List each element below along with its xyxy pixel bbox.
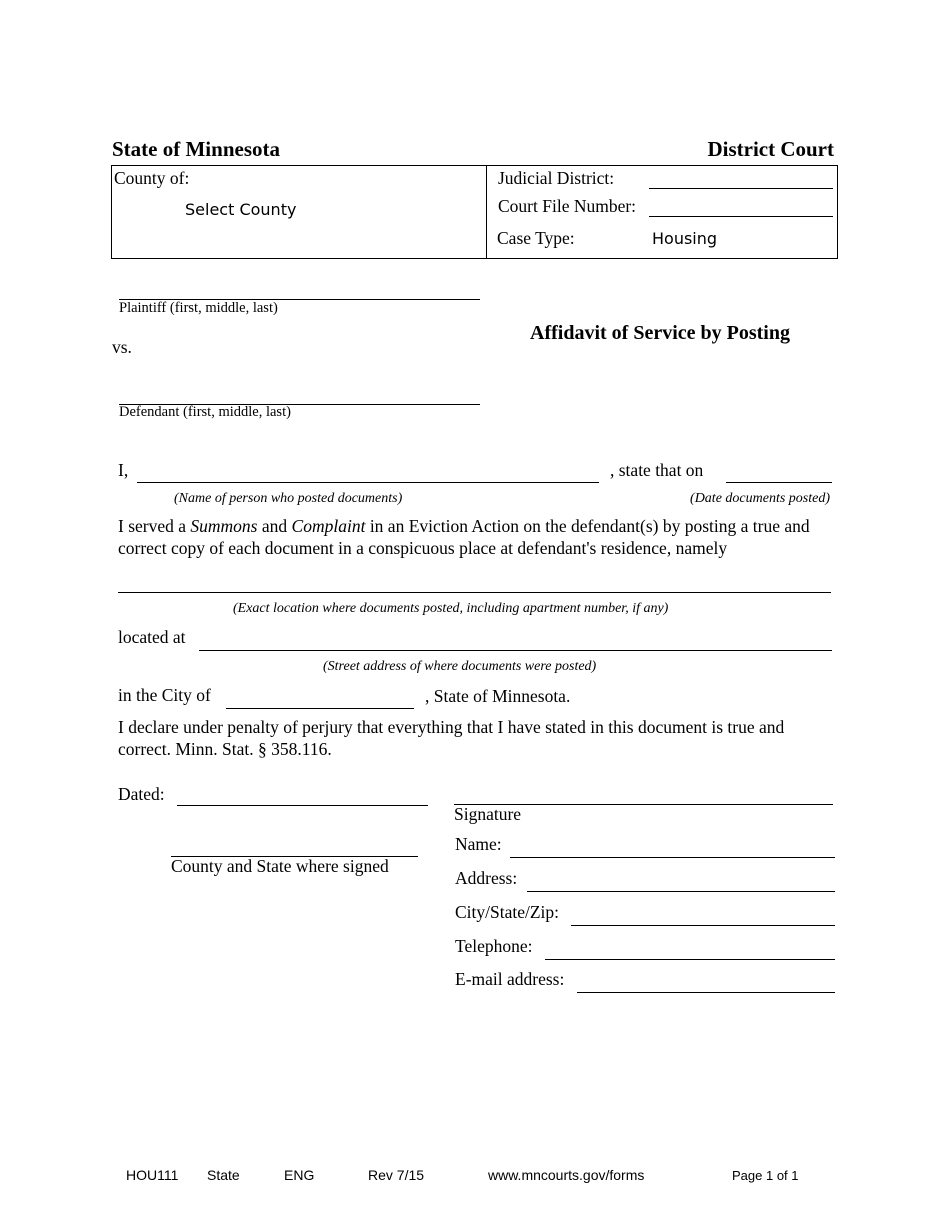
footer-form-id: HOU111 [126, 1167, 179, 1183]
summons-text: Summons [190, 516, 258, 536]
court-file-number-label: Court File Number: [498, 196, 637, 216]
email-field[interactable] [577, 992, 835, 993]
page-prefix: Page [732, 1168, 766, 1183]
page-of: of [773, 1168, 792, 1183]
case-type-value[interactable]: Housing [652, 229, 718, 248]
state-that-on-text: , state that on [610, 460, 704, 480]
county-label: County of: [114, 168, 190, 188]
name-caption: (Name of person who posted documents) [174, 491, 403, 506]
exact-location-field[interactable] [118, 592, 831, 593]
footer-language: ENG [284, 1167, 315, 1183]
footer-revision: Rev 7/15 [368, 1167, 425, 1183]
i-label: I, [118, 460, 129, 480]
footer-jurisdiction: State [207, 1167, 240, 1183]
case-type-label: Case Type: [497, 228, 575, 248]
versus-text: vs. [112, 337, 132, 357]
page-number: 1 [765, 1168, 774, 1183]
date-caption: (Date documents posted) [690, 491, 830, 506]
city-label: in the City of [118, 685, 211, 705]
footer-page-number [732, 1168, 799, 1183]
court-heading: District Court [707, 137, 834, 161]
poster-name-field[interactable] [137, 482, 599, 483]
served-text-2: in an Eviction Action on the defendant(s) by posting a true and correct copy of each document in a conspicuous place at defendant's residence, namely [118, 516, 810, 558]
court-file-number-field[interactable] [649, 216, 833, 217]
state-heading: State of Minnesota [112, 137, 280, 161]
caption-box-divider [486, 165, 487, 258]
name-label: Name: [455, 834, 502, 854]
judicial-district-field[interactable] [649, 188, 833, 189]
location-caption: (Exact location where documents posted, including apartment number, if any) [233, 601, 669, 616]
name-field[interactable] [510, 857, 835, 858]
served-text-1: I served a [118, 516, 191, 536]
city-state-zip-label: City/State/Zip: [455, 902, 560, 922]
declaration-text: I declare under penalty of perjury that everything that I have stated in this document is true and correct. Minn. Stat. § 358.116. [118, 717, 785, 759]
county-select[interactable]: Select County [185, 200, 297, 219]
defendant-label: Defendant (first, middle, last) [119, 404, 291, 420]
telephone-field[interactable] [545, 959, 835, 960]
complaint-text: Complaint [291, 516, 366, 536]
footer-url[interactable]: www.mncourts.gov/forms [488, 1167, 645, 1183]
and-text: and [257, 516, 292, 536]
dated-label: Dated: [118, 784, 165, 804]
state-suffix-text: , State of Minnesota. [425, 686, 571, 706]
city-state-zip-field[interactable] [571, 925, 835, 926]
address-label: Address: [455, 868, 518, 888]
located-at-label: located at [118, 627, 186, 647]
date-posted-field[interactable] [726, 482, 832, 483]
judicial-district-label: Judicial District: [498, 168, 615, 188]
street-caption: (Street address of where documents were posted) [323, 659, 597, 674]
email-label: E-mail address: [455, 969, 565, 989]
dated-field[interactable] [177, 805, 428, 806]
page-total: 1 [791, 1168, 799, 1183]
signature-label: Signature [454, 804, 522, 824]
telephone-label: Telephone: [455, 936, 533, 956]
street-address-field[interactable] [199, 650, 832, 651]
form-title: Affidavit of Service by Posting [530, 322, 790, 344]
county-state-signed-label: County and State where signed [171, 856, 389, 876]
address-field[interactable] [527, 891, 835, 892]
served-paragraph [118, 515, 834, 559]
plaintiff-label: Plaintiff (first, middle, last) [119, 300, 278, 316]
city-field[interactable] [226, 708, 414, 709]
